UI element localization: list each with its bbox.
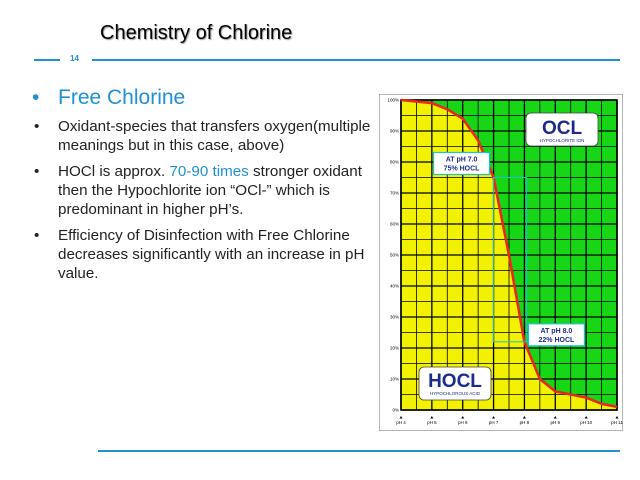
hocl-label: HOCL [428,371,482,392]
bullet-text: Efficiency of Disinfection with Free Chlorine decreases significantly with an increase in pH value. [58,227,365,282]
bullet-item [32,117,372,155]
ocl-label: OCL [541,118,583,139]
x-tick-label: pH 8 [519,420,530,425]
ocl-sublabel: HYPOCHLORITE ION [539,138,585,143]
annotation-line-1: AT pH 8.0 [540,327,573,335]
bullet-highlight: 70-90 times [169,163,249,180]
y-tick-label: 10% [389,376,399,382]
bullet-list [32,117,372,290]
x-tick-label: pH 9 [550,420,561,425]
section-heading-text: Free Chlorine [58,86,186,109]
y-tick-label: 100% [387,97,399,103]
bullet-dot: • [34,163,40,180]
heading-bullet: • [32,86,40,109]
x-tick-label: pH 6 [457,420,468,425]
x-tick-label: pH 4 [396,420,406,425]
bullet-text-after: stronger oxidant then the Hypochlorite ion “OCl-” which is predominant in higher pH’s. [58,163,362,218]
y-tick-label: 0% [392,407,399,413]
y-tick-label: 90% [389,128,399,134]
annotation-line-1: AT pH 7.0 [445,156,478,164]
bullet-dot: • [34,118,40,135]
x-tick-label: pH 7 [488,420,499,425]
y-tick-label: 70% [389,190,399,196]
header-rule-right [92,59,620,61]
slide-title: Chemistry of Chlorine [100,22,293,44]
slide-number: 14 [70,54,79,63]
y-tick-label: 80% [389,159,399,165]
annotation-line-2: 75% HOCL [443,165,480,173]
x-tick-label: pH 5 [427,420,437,425]
x-tick-label: pH 11 [611,420,623,425]
y-tick-label: 60% [389,221,399,227]
bullet-item [32,162,372,219]
bullet-text: Oxidant-species that transfers oxygen(multiple meanings but in this case, above) [58,118,371,154]
y-tick-label: 30% [389,314,399,320]
hocl-ph-chart [379,94,623,431]
chart-svg [379,94,623,431]
footer-rule [98,450,620,452]
bullet-dot: • [34,227,40,244]
annotation-line-2: 22% HOCL [538,336,575,344]
header-rule-left [34,59,60,61]
y-tick-label: 20% [389,345,399,351]
bullet-item [32,226,372,283]
y-tick-label: 40% [389,283,399,289]
y-tick-label: 50% [389,252,399,258]
bullet-text-before: HOCl is approx. [58,163,170,180]
hocl-sublabel: HYPOCHLOROUS ACID [429,391,481,396]
x-tick-label: pH 10 [580,420,593,425]
